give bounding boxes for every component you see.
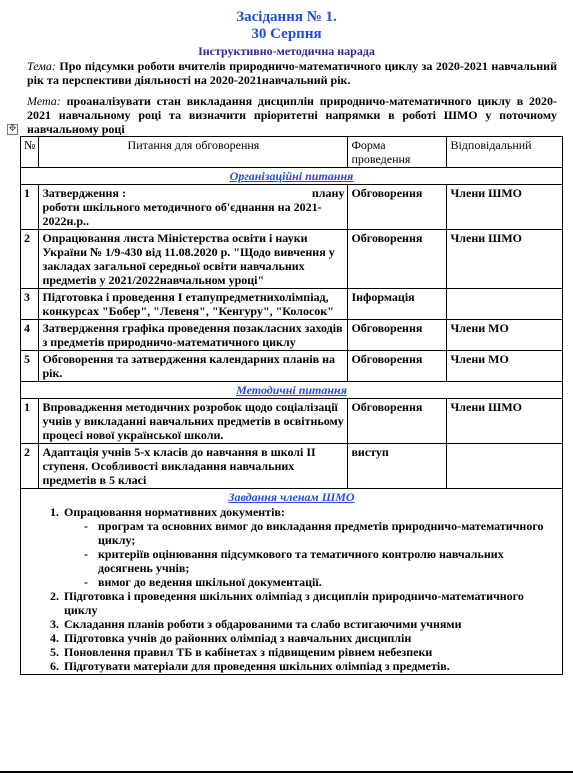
row-question: Впровадження методичних розробок щодо соціалізації учнів у викладанні навчальних предметів в освітньому процесі нової української школи. bbox=[39, 399, 348, 444]
task-sublist bbox=[64, 519, 559, 589]
topic-label: Тема: bbox=[27, 59, 56, 73]
table-row bbox=[21, 351, 563, 382]
row-form: Обговорення bbox=[348, 351, 447, 382]
tasks-cell bbox=[21, 489, 563, 675]
row-form: Обговорення bbox=[348, 399, 447, 444]
row-question: Адаптація учнів 5-х класів до навчання в школі ІІ ступеня. Особливості викладання навчальних предметів в 5 класі bbox=[39, 444, 348, 489]
table-row bbox=[21, 444, 563, 489]
row-form: виступ bbox=[348, 444, 447, 489]
tasks-row bbox=[21, 489, 563, 675]
table-row bbox=[21, 289, 563, 320]
row-question: Затвердження графіка проведення позакласних заходів з предметів природничо-математичного циклу bbox=[39, 320, 348, 351]
task-item: 6. Підготувати матеріали для проведення шкільних олімпіад з предметів. bbox=[62, 659, 559, 673]
row-responsible: Члени ШМО bbox=[447, 185, 563, 230]
row-num: 3 bbox=[21, 289, 39, 320]
goal-text: проаналізувати стан викладання дисциплін природничо-математичного циклу в 2020-2021 навчальному році та визначити пріоритетні напрямки в роботі ШМО у поточному навчальному році bbox=[27, 94, 557, 136]
row-question-part: роботи шкільного методичного об'єднання на 2021-2022н.р.. bbox=[42, 200, 322, 228]
section-row bbox=[21, 168, 563, 185]
goal-paragraph bbox=[27, 94, 557, 136]
row-form: Інформація bbox=[348, 289, 447, 320]
section-row bbox=[21, 382, 563, 399]
row-form: Обговорення bbox=[348, 320, 447, 351]
page-bottom-border bbox=[0, 771, 573, 773]
row-num: 4 bbox=[21, 320, 39, 351]
row-num: 1 bbox=[21, 185, 39, 230]
tasks-list bbox=[24, 505, 559, 673]
task-subitem: - програм та основних вимог до викладання предметів природничо-математичного циклу; bbox=[84, 519, 559, 547]
header-responsible: Відповідальний bbox=[447, 137, 563, 168]
table-header-row bbox=[21, 137, 563, 168]
goal-label: Мета: bbox=[27, 94, 61, 108]
section-tasks: Завдання членам ШМО bbox=[228, 490, 355, 504]
task-text: Опрацювання нормативних документів: bbox=[64, 505, 285, 519]
row-num: 1 bbox=[21, 399, 39, 444]
row-responsible: Члени ШМО bbox=[447, 399, 563, 444]
row-question-part: Затвердження : bbox=[42, 186, 126, 200]
task-item bbox=[62, 505, 559, 589]
meeting-title: Засідання № 1. bbox=[236, 9, 337, 25]
task-item: 5. Поновлення правил ТБ в кабінетах з підвищеним рівнем небезпеки bbox=[62, 645, 559, 659]
row-form: Обговорення bbox=[348, 185, 447, 230]
row-form: Обговорення bbox=[348, 230, 447, 289]
row-responsible bbox=[447, 289, 563, 320]
task-subitem: - вимог до ведення шкільної документації. bbox=[84, 575, 559, 589]
table-row bbox=[21, 399, 563, 444]
task-item: 3. Складання планів роботи з обдарованими та слабо встигаючими учнями bbox=[62, 617, 559, 631]
row-question: Підготовка і проведення І етапупредметнихолімпіад, конкурсах "Бобер", "Левеня", "Кенгуру", "Колосок" bbox=[39, 289, 348, 320]
section-organizational: Організаційні питання bbox=[21, 168, 563, 185]
table-row bbox=[21, 230, 563, 289]
topic-text: Про підсумки роботи вчителів природничо-математичного циклу за 2020-2021 навчальний рік та перспективи діяльності на 2020-2021навчальний рік. bbox=[27, 59, 557, 87]
row-responsible: Члени ШМО bbox=[447, 230, 563, 289]
meeting-date: 30 Серпня bbox=[251, 26, 322, 42]
task-item: 2. Підготовка і проведення шкільних олімпіад з дисциплін природничо-математичного циклу bbox=[62, 589, 559, 617]
agenda-table bbox=[20, 136, 563, 675]
table-row bbox=[21, 185, 563, 230]
task-subitem: - критеріїв оцінювання підсумкового та тематичного контролю навчальних досягнень учнів; bbox=[84, 547, 559, 575]
section-methodical: Методичні питання bbox=[21, 382, 563, 399]
row-responsible bbox=[447, 444, 563, 489]
row-responsible: Члени МО bbox=[447, 320, 563, 351]
task-item: 4. Підготовка учнів до районних олімпіад з навчальних дисциплін bbox=[62, 631, 559, 645]
row-num: 2 bbox=[21, 230, 39, 289]
row-question: Опрацювання листа Міністерства освіти і науки України № 1/9-430 від 11.08.2020 р. "Щодо вивчення у закладах загальної середньої освіти навчальних предметів у 2021/2022навчальном уроці" bbox=[39, 230, 348, 289]
header-question: Питання для обговорення bbox=[39, 137, 348, 168]
row-question-part: плану bbox=[311, 186, 345, 200]
meeting-type: Інструктивно-методична нарада bbox=[198, 44, 375, 58]
row-responsible: Члени МО bbox=[447, 351, 563, 382]
row-num: 2 bbox=[21, 444, 39, 489]
move-handle-icon[interactable]: ✥ bbox=[8, 124, 17, 134]
header-form: Форма проведення bbox=[348, 137, 447, 168]
row-question bbox=[39, 185, 348, 230]
table-row bbox=[21, 320, 563, 351]
row-question: Обговорення та затвердження календарних планів на рік. bbox=[39, 351, 348, 382]
topic-paragraph bbox=[27, 59, 557, 87]
header-num: № bbox=[21, 137, 39, 168]
row-num: 5 bbox=[21, 351, 39, 382]
